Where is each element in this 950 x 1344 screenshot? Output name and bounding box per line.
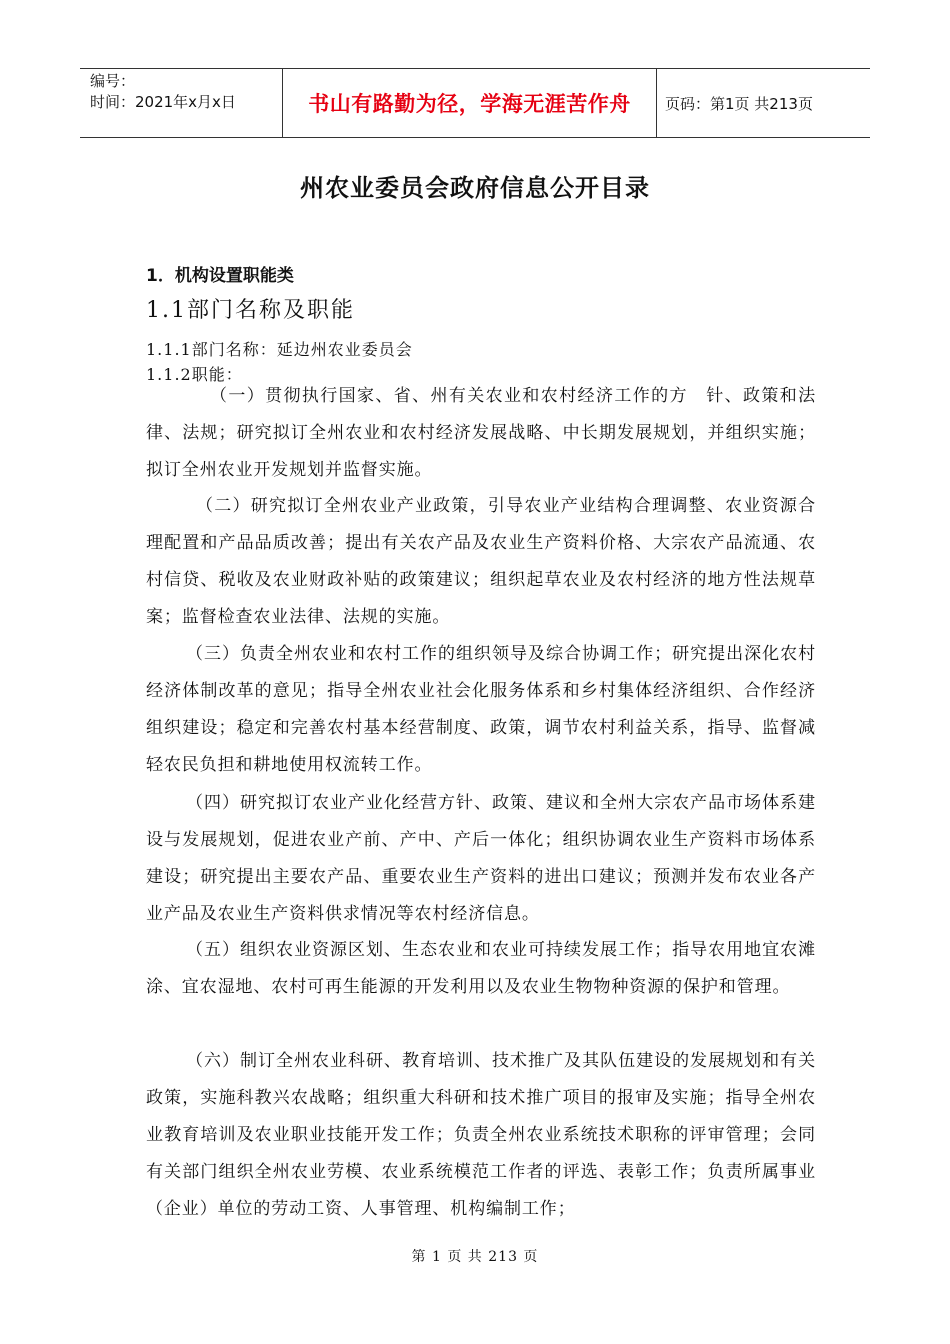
page-header [80, 68, 870, 138]
page-footer: 第 1 页 共 213 页 [411, 1249, 539, 1265]
paragraph-5: （五）组织农业资源区划、生态农业和农业可持续发展工作；指导农用地宜农滩涂、宜农湿地、农村可再生能源的开发利用以及农业生物物种资源的保护和管理。 [146, 940, 816, 997]
document-title: 州农业委员会政府信息公开目录 [300, 174, 650, 202]
section-heading: 1．机构设置职能类 [146, 266, 294, 286]
paragraph-2: （二）研究拟订全州农业产业政策，引导农业产业结构合理调整、农业资源合理配置和产品品质改善；提出有关农产品及农业生产资料价格、大宗农产品流通、农村信贷、税收及农业财政补贴的政策建议；组织起草农业及农村经济的地方性法规草案；监督检查农业法律、法规的实施。 [146, 496, 816, 627]
header-meta [80, 69, 282, 137]
paragraph-3: （三）负责全州农业和农村工作的组织领导及综合协调工作；研究提出深化农村经济体制改革的意见；指导全州农业社会化服务体系和乡村集体经济组织、合作经济组织建设；稳定和完善农村基本经营制度、政策，调节农村利益关系，指导、监督减轻农民负担和耕地使用权流转工作。 [146, 644, 816, 775]
paragraph-1: （一）贯彻执行国家、省、州有关农业和农村经济工作的方 针、政策和法律、法规；研究拟订全州农业和农村经济发展战略、中长期发展规划，并组织实施；拟订全州农业开发规划并监督实施。 [146, 386, 816, 480]
paragraph-4: （四）研究拟订农业产业化经营方针、政策、建议和全州大宗农产品市场体系建设与发展规划，促进农业产前、产中、产后一体化；组织协调农业生产资料市场体系建设；研究提出主要农产品、重要农业生产资料的进出口建议；预测并发布农业各产业产品及农业生产资料供求情况等农村经济信息。 [146, 793, 816, 924]
header-motto: 书山有路勤为径，学海无涯苦作舟 [282, 69, 657, 137]
code-label: 编号： [90, 72, 136, 90]
time-label: 时间：2021年x月x日 [90, 93, 236, 111]
header-page-info: 页码：第1页 共213页 [665, 94, 813, 113]
subsection-heading: 1.1部门名称及职能 [146, 298, 355, 323]
paragraph-6: （六）制订全州农业科研、教育培训、技术推广及其队伍建设的发展规划和有关政策，实施科教兴农战略；组织重大科研和技术推广项目的报审及实施；指导全州农业教育培训及农业职业技能开发工作；负责全州农业系统技术职称的评审管理；会同有关部门组织全州农业劳模、农业系统模范工作者的评选、表彰工作；负责所属事业（企业）单位的劳动工资、人事管理、机构编制工作； [146, 1051, 816, 1219]
duties-line: 1.1.2职能： [146, 365, 243, 384]
dept-name-line: 1.1.1部门名称：延边州农业委员会 [146, 340, 413, 359]
